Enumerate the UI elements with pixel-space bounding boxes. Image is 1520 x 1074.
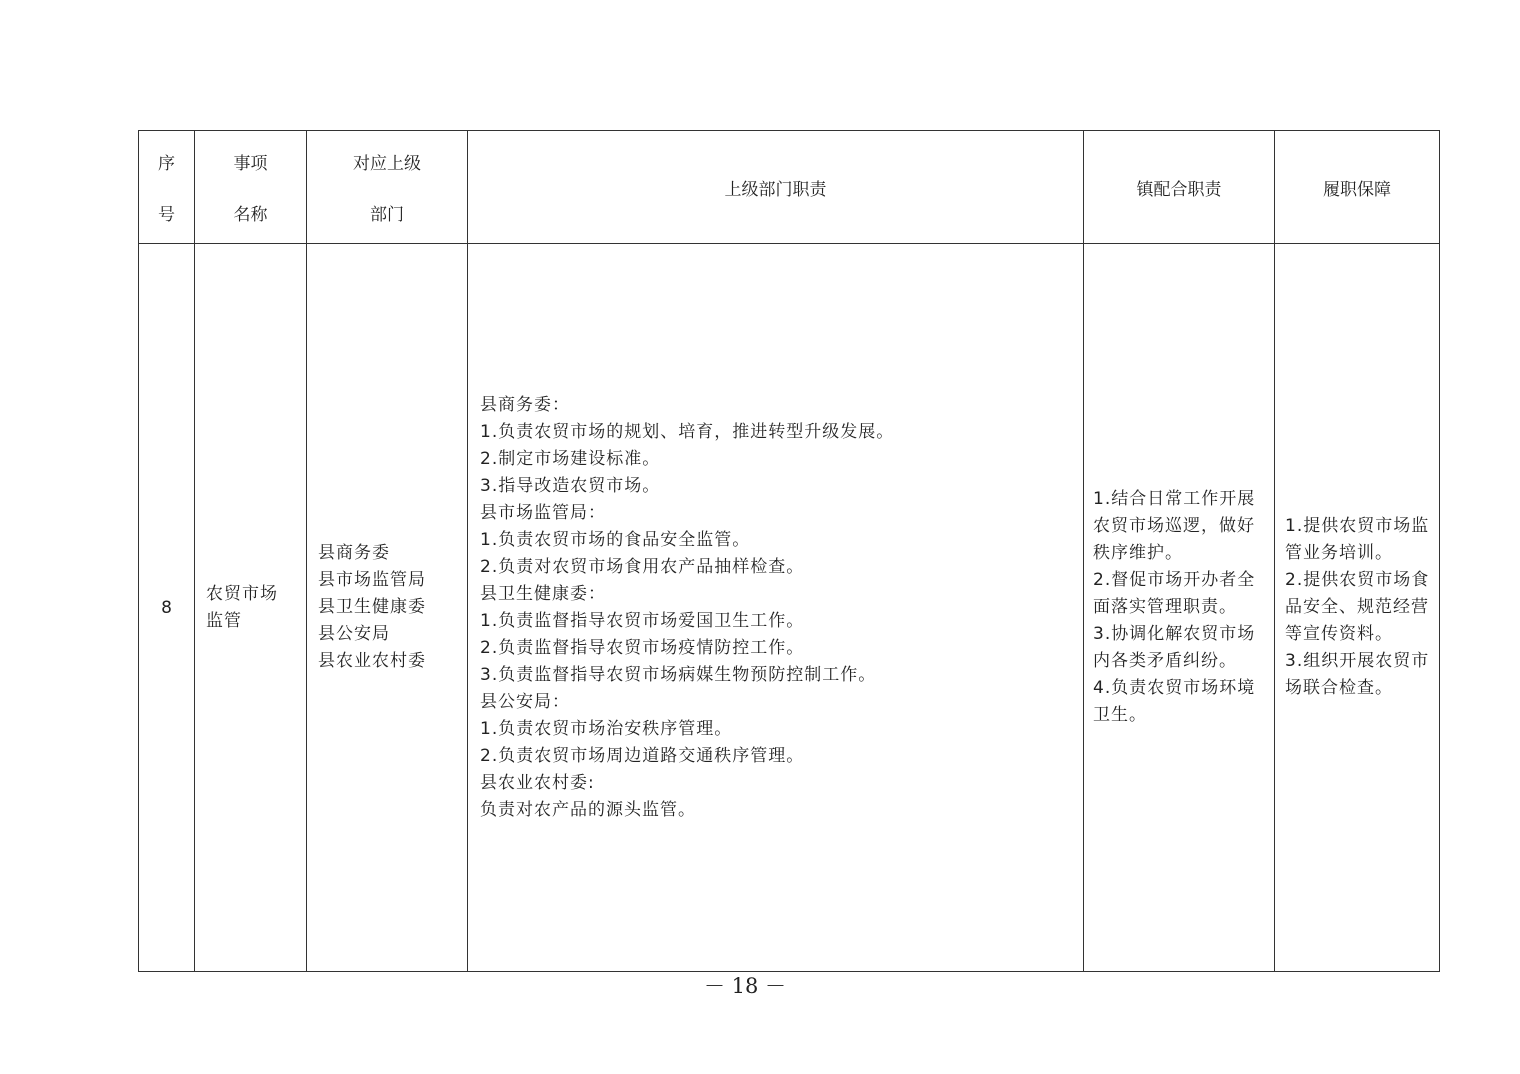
row-guarantee: 1.提供农贸市场监管业务培训。 2.提供农贸市场食品安全、规范经营等宣传资料。 3.组织开展农贸市场联合检查。 xyxy=(1275,244,1440,972)
header-town: 镇配合职责 xyxy=(1084,131,1275,244)
header-item-line2: 名称 xyxy=(233,205,268,225)
row-item-name: 农贸市场 监管 xyxy=(195,244,307,972)
row-seq: 8 xyxy=(139,244,195,972)
header-seq xyxy=(139,131,195,244)
header-dept-line2: 部门 xyxy=(370,205,404,225)
page-number: － 18 － xyxy=(703,974,787,998)
header-row xyxy=(139,131,1440,244)
header-dept xyxy=(307,131,468,244)
row-duty: 县商务委： 1.负责农贸市场的规划、培育，推进转型升级发展。 2.制定市场建设标准。 3.指导改造农贸市场。 县市场监管局： 1.负责农贸市场的食品安全监管。 2.负责对农贸市场食用农产品抽样检查。 县卫生健康委： 1.负责监督指导农贸市场爱国卫生工作。 2.负责监督指导农贸市场疫情防控工作。 3.负责监督指导农贸市场病媒生物预防控制工作。 县公安局： 1.负责农贸市场治安秩序管理。 2.负责农贸市场周边道路交通秩序管理。 县农业农村委: 负责对农产品的源头监管。 xyxy=(468,244,1084,972)
header-guarantee: 履职保障 xyxy=(1275,131,1440,244)
header-duty: 上级部门职责 xyxy=(468,131,1084,244)
row-town-duty: 1.结合日常工作开展农贸市场巡逻，做好秩序维护。 2.督促市场开办者全面落实管理职责。 3.协调化解农贸市场内各类矛盾纠纷。 4.负责农贸市场环境卫生。 xyxy=(1084,244,1275,972)
header-seq-line1: 序 xyxy=(158,154,175,174)
header-item xyxy=(195,131,307,244)
header-seq-line2: 号 xyxy=(158,205,175,225)
responsibility-table xyxy=(138,130,1440,972)
row-dept: 县商务委 县市场监管局 县卫生健康委 县公安局 县农业农村委 xyxy=(307,244,468,972)
header-dept-line1: 对应上级 xyxy=(353,154,421,174)
table-row xyxy=(139,244,1440,972)
header-item-line1: 事项 xyxy=(233,154,268,174)
